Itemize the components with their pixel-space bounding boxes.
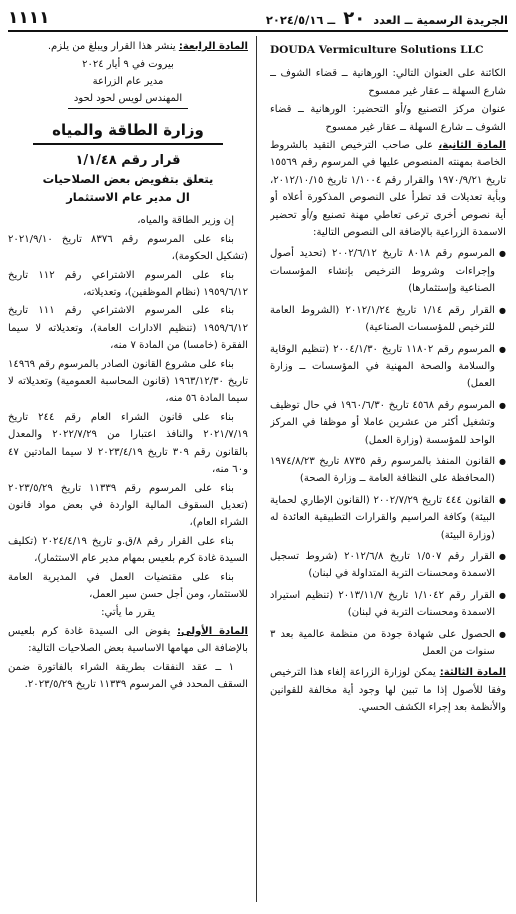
signature-divider: [68, 108, 188, 109]
list-item: ● المرسوم رقم ٨٠١٨ تاريخ ٢٠٠٢/٦/١٢ (تحديد أصول وإجراءات وشروط الترخيص بإنشاء المؤسسات الصناعية وإستثمارها): [270, 245, 506, 297]
list-item: ● القانون ٤٤٤ تاريخ ٢٠٠٢/٧/٢٩ (القانون الإطاري لحماية البيئة) وكافة المراسيم والقرارات التطبيقية العائدة له (وزارة البيئة): [270, 492, 506, 544]
decision-title-line-2: ال مدير عام الاستثمار: [66, 190, 190, 205]
signer-name: المهندس لويس لحود لحود: [73, 93, 183, 105]
decision-number: قرار رقم ١/١/٤٨: [75, 153, 181, 169]
whereas-clause: بناء على القرار رقم ٨/ق.و تاريخ ٢٠٢٤/٤/١٩ (تكليف السيدة غادة كرم بلعيس بمهام مدير عام الاستثمار)،: [8, 535, 248, 565]
list-item: ● الحصول على شهادة جودة من منظمة عالمية بعد ٣ سنوات من العمل: [270, 626, 506, 661]
decides-line: يقرر ما يأتي:: [101, 607, 155, 619]
article-3-text: يمكن لوزارة الزراعة إلغاء هذا الترخيص وفقا للأصول إذا ما تبين لها وجود أية مخالفة للقوانين والأنظمة بعد إجراء الكشف الحسي.: [270, 667, 506, 714]
issue-date: ــ ٢٠٢٤/٥/١٦: [265, 12, 336, 27]
ministry-divider: [33, 143, 223, 145]
whereas-clause: بناء على المرسوم رقم ٨٣٧٦ تاريخ ٢٠٢١/٩/١٠ (تشكيل الحكومة)،: [8, 233, 248, 263]
article-1: [8, 623, 248, 658]
signer-title: مدير عام الزراعة: [92, 76, 164, 88]
article-4-label: المادة الرابعة:: [178, 41, 248, 52]
article-1-item-1: ١ ــ عقد النفقات بطريقة الشراء بالفاتورة ضمن السقف المحدد في المرسوم ١١٣٣٩ تاريخ ٢٠٢٣/٥/٢٩.: [8, 661, 248, 690]
list-item: ● المرسوم رقم ٤٥٦٨ تاريخ ١٩٦٠/٦/٣٠ في حال توظيف وتشغيل أكثر من عشرين عاملا أو موظفا في المركز الواحد للمؤسسة (وزارة العمل): [270, 397, 506, 449]
article-2-label: المادة الثانية،: [438, 140, 506, 152]
issue-number: ٢٠: [343, 7, 366, 29]
column-divider: [256, 36, 257, 902]
whereas-clause: بناء على المرسوم الاشتراعي رقم ١١٢ تاريخ ١٩٥٩/٦/١٢ (نظام الموظفين)، وتعديلاته،: [8, 269, 248, 299]
list-item: ● القرار رقم ١/٥٠٧ تاريخ ٢٠١٢/٦/٨ (شروط تسجيل الاسمدة ومحسنات التربة المتداولة في لبنان): [270, 548, 506, 583]
gazette-title: [266, 8, 508, 29]
whereas-clause: بناء على مشروع القانون الصادر بالمرسوم رقم ١٤٩٦٩ تاريخ ١٩٦٣/١٢/٣٠ (قانون المحاسبة العمومية) وتعديلاته لا سيما المادة ٥٦ منه،: [8, 358, 248, 405]
article-4-text: ينشر هذا القرار ويبلغ من يلزم.: [47, 41, 179, 52]
regulations-list: [270, 245, 506, 660]
left-column: [8, 38, 248, 904]
place-date: بيروت في ٩ أيار ٢٠٢٤: [82, 59, 174, 71]
article-2-text: على صاحب الترخيص التقيد بالشروط الخاصة بمهنته المنصوص عليها في المرسوم رقم ١٥٥٦٩ تاريخ ١٩٧٠/٩/٢١ والقرار رقم ١/١٠٠٤ تاريخ ٢٠١٢/١٠/١٥، وبأية تعديلات قد تطرأ على النصوص المذكورة أعلاه أو أية نصوص أخرى ترعى تعاطي مهنة تصنيع و/أو تحضير الاسمدة الزراعية بالإضافة الى النصوص التالية:: [270, 140, 506, 239]
company-address: الكائنة على العنوان التالي: الورهانية ــ قضاء الشوف ــ شارع السهلة ــ عقار غير ممسوح: [270, 68, 506, 97]
whereas-clause: بناء على المرسوم رقم ١١٣٣٩ تاريخ ٢٠٢٣/٥/٢٩ (تعديل السقوف المالية الواردة في بعض مواد قانون الشراء العام)،: [8, 482, 248, 529]
list-item: ● القانون المنفذ بالمرسوم رقم ٨٧٣٥ تاريخ ١٩٧٤/٨/٢٣ (المحافظة على النظافة العامة ــ وزارة الصحة): [270, 453, 506, 488]
whereas-clause: بناء على مقتضيات العمل في المديرية العامة للاستثمار، ومن أجل حسن سير العمل،: [8, 571, 248, 600]
article-2: [270, 137, 506, 241]
article-1-label: المادة الأولى:: [176, 625, 248, 637]
manufacturing-address: عنوان مركز التصنيع و/أو التحضير: الورهانية ــ قضاء الشوف ــ شارع السهلة ــ عقار غير ممسوح: [270, 104, 506, 133]
list-item: ● القرار رقم ١/١٠٤٢ تاريخ ٢٠١٣/١١/٧ (تنظيم استيراد الاسمدة ومحسنات التربة في لبنان): [270, 587, 506, 622]
article-1-text: يفوض الى السيدة غادة كرم بلعيس بالإضافة الى مهامها الاساسية بعض الصلاحيات التالية:: [8, 625, 248, 655]
gazette-title-prefix: الجريدة الرسمية ــ العدد: [373, 12, 508, 27]
whereas-clause: بناء على المرسوم الاشتراعي رقم ١١١ تاريخ ١٩٥٩/٦/١٢ (تنظيم الادارات العامة)، وتعديلاته لا سيما الفقرة (خامسا) من المادة ٧ منه،: [8, 305, 248, 352]
page-number: ١١١١: [8, 8, 50, 28]
right-column: [270, 38, 506, 904]
article-4: [8, 38, 248, 55]
company-name: DOUDA Vermiculture Solutions LLC: [270, 44, 484, 56]
ministry-heading: وزارة الطاقة والمياه: [52, 121, 204, 140]
whereas-clause: بناء على قانون الشراء العام رقم ٢٤٤ تاريخ ٢٠٢١/٧/١٩ والنافذ اعتبارا من ٢٠٢٢/٧/٢٩ والمعدل بالقانون رقم ٣٠٩ تاريخ ٢٠٢٣/٤/١٩ لا سيما المادتين ٤٧ و٦٠ منه،: [8, 411, 248, 476]
list-item: ● القرار رقم ١/١٤ تاريخ ٢٠١٢/١/٢٤ (الشروط العامة للترخيص للمؤسسات الصناعية): [270, 302, 506, 337]
article-3: [270, 664, 506, 716]
decision-title-line-1: يتعلق بتفويض بعض الصلاحيات: [42, 172, 214, 187]
list-item: ● المرسوم رقم ١١٨٠٢ تاريخ ٢٠٠٤/١/٣٠ (تنظيم الوقاية والسلامة والصحة المهنية في المؤسسات ــ وزارة العمل): [270, 341, 506, 393]
page-header: [8, 6, 508, 32]
intro-line: إن وزير الطاقة والمياه،: [137, 215, 234, 227]
article-3-label: المادة الثالثة:: [439, 667, 506, 679]
